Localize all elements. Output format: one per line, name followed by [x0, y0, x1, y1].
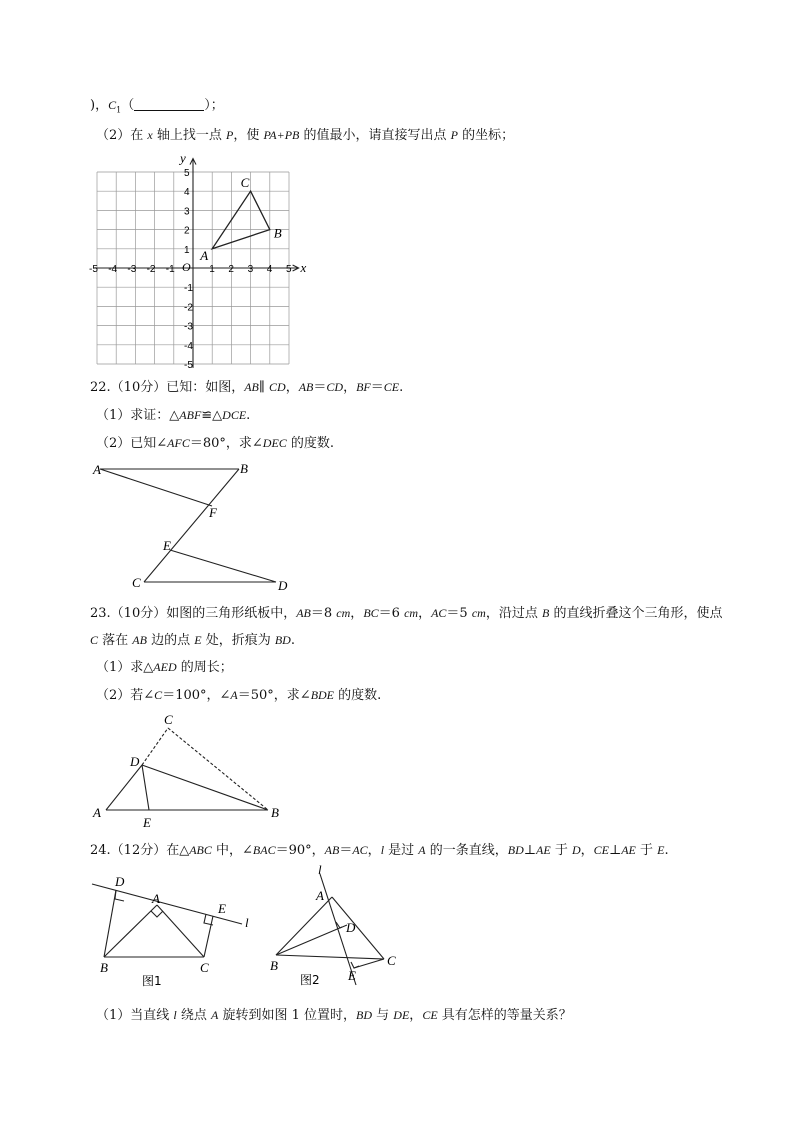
y-tick-label: 1: [184, 244, 190, 256]
var: AC: [352, 843, 368, 857]
text: ＝6: [378, 606, 405, 621]
triangle-outline: [212, 191, 270, 249]
text: 的直线折叠这个三角形，使点: [549, 606, 723, 621]
text: ，: [580, 843, 594, 858]
var: AB: [296, 606, 311, 620]
text: （1）求△: [96, 660, 154, 675]
text: .: [246, 408, 251, 423]
q21-continuation-line: [90, 96, 224, 120]
x-tick-label: 3: [247, 264, 254, 275]
label-e: E: [163, 538, 171, 553]
segment-bc: [144, 469, 239, 582]
q23-figure: [88, 710, 298, 830]
var: AB: [298, 380, 314, 394]
fig2-caption: 图2: [300, 973, 320, 987]
text: 的周长；: [176, 660, 233, 675]
var: C: [90, 633, 99, 647]
text: （1）求证：△: [96, 408, 180, 423]
point-label-a: A: [200, 247, 209, 263]
label-c: C: [200, 960, 209, 975]
var: cm: [471, 606, 486, 620]
point-label-c: C: [240, 175, 250, 191]
text: 边的点: [146, 633, 195, 648]
segment-ac: [157, 905, 204, 957]
text: )，: [90, 98, 109, 113]
x-tick-label: -4: [108, 264, 118, 275]
var: cm: [336, 606, 351, 620]
y-tick-label: 4: [184, 187, 190, 199]
text: ＝80°，求∠: [189, 436, 263, 451]
text: 的度数.: [334, 688, 382, 703]
y-tick-label: 2: [184, 225, 190, 237]
var: AE: [621, 843, 636, 857]
text: （2）在: [96, 128, 148, 143]
var: BD: [274, 633, 291, 647]
var: PA+PB: [263, 128, 300, 142]
q24-part1: [96, 1006, 572, 1025]
text: ⊥: [523, 843, 537, 858]
triangle-abc: [199, 175, 282, 263]
var: CD: [326, 380, 344, 394]
var: ABF: [179, 408, 202, 422]
segment-bd: [276, 927, 342, 955]
dashed-cb: [168, 728, 268, 810]
var: P: [226, 128, 234, 142]
var: A: [211, 1008, 219, 1022]
dashed-dc: [142, 728, 168, 765]
q22-part1: [96, 406, 250, 425]
text: .: [290, 633, 295, 648]
segment-bc: [276, 955, 384, 959]
q22-part2: [96, 434, 334, 453]
text: ，: [367, 843, 381, 858]
text: 的坐标；: [457, 128, 515, 143]
q24-heading: [90, 841, 669, 860]
label-a: A: [152, 891, 160, 906]
text: ＝50°，求∠: [237, 688, 311, 703]
var: DEC: [262, 436, 287, 450]
var: AC: [431, 606, 447, 620]
text: ，使: [233, 128, 264, 143]
text: ，: [418, 606, 432, 621]
var: CD: [269, 380, 286, 394]
var: P: [450, 128, 458, 142]
text: ≌△: [201, 408, 223, 423]
text: 轴上找一点: [152, 128, 226, 143]
label-d: D: [278, 578, 288, 593]
label-b: B: [270, 958, 278, 973]
q22-figure: [88, 456, 308, 596]
text: ，: [350, 606, 364, 621]
label-c: C: [132, 575, 141, 590]
q23-part2: [96, 686, 381, 705]
y-tick-label: -3: [184, 321, 193, 333]
text: 24.（12分）在△: [90, 843, 190, 858]
label-a: A: [316, 888, 324, 903]
text: 旋转到如图 1 位置时，: [218, 1008, 357, 1023]
label-b: B: [240, 461, 248, 476]
label-d: D: [346, 920, 356, 935]
text: ＝8: [310, 606, 337, 621]
text: （2）若∠: [96, 688, 155, 703]
subscript: 1: [116, 105, 122, 115]
point-label-b: B: [273, 225, 282, 241]
var-c: C: [108, 98, 117, 112]
q23-heading-line2: [90, 631, 295, 650]
var: AB: [324, 843, 340, 857]
var: AB: [132, 633, 147, 647]
text: ）；: [204, 98, 224, 113]
x-tick-label: 1: [209, 264, 215, 275]
segment-ed: [170, 550, 276, 582]
text: 具有怎样的等量关系？: [437, 1008, 572, 1023]
text: ∥: [258, 380, 270, 395]
x-tick-label: 4: [266, 264, 273, 275]
segment-af: [100, 469, 212, 506]
var: BC: [363, 606, 379, 620]
var: AB: [244, 380, 259, 394]
text: 处，折痕为: [201, 633, 275, 648]
var: BAC: [252, 843, 276, 857]
text: ＝: [370, 380, 384, 395]
label-a: A: [93, 805, 101, 820]
text: ＝100°，∠: [162, 688, 231, 703]
text: （: [121, 98, 135, 113]
text: ＝5: [446, 606, 472, 621]
text: （1）当直线: [96, 1008, 174, 1023]
text: 的度数.: [286, 436, 335, 451]
var: CE: [422, 1008, 438, 1022]
text: ，: [343, 380, 357, 395]
label-b: B: [100, 960, 108, 975]
segment-db: [142, 765, 268, 810]
x-tick-label: -3: [127, 264, 137, 275]
var: AED: [153, 660, 177, 674]
fig1-caption: 图1: [142, 974, 162, 988]
label-c: C: [387, 953, 396, 968]
var: CE: [383, 380, 400, 394]
q24-figure-1: [88, 868, 263, 988]
label-f: F: [209, 505, 217, 520]
text: ，: [285, 380, 299, 395]
text: 的值最小，请直接写出点: [299, 128, 451, 143]
segment-ab: [276, 897, 332, 955]
label-e: E: [348, 968, 356, 983]
text: 落在: [98, 633, 133, 648]
var: E: [657, 843, 665, 857]
q22-heading: [90, 378, 403, 397]
var: A: [230, 688, 238, 702]
text: ＝: [313, 380, 327, 395]
text: 22.（10分）已知：如图，: [90, 380, 245, 395]
var: BD: [356, 1008, 373, 1022]
label-e: E: [143, 815, 151, 830]
label-a: A: [93, 462, 101, 477]
q23-heading-line1: [90, 604, 722, 623]
label-e: E: [218, 901, 226, 916]
var: ABC: [189, 843, 212, 857]
text: 23.（10分）如图的三角形纸板中，: [90, 606, 297, 621]
text: 与: [372, 1008, 394, 1023]
x-tick-label: 2: [228, 264, 234, 275]
var: BF: [356, 380, 371, 394]
label-d: D: [130, 754, 140, 769]
var: l: [380, 843, 385, 857]
q23-part1: [96, 658, 233, 677]
text: ＝90°，: [275, 843, 325, 858]
label-l: l: [318, 862, 322, 877]
segment-ad: [106, 765, 142, 810]
y-tick-label: 5: [184, 168, 190, 179]
var: CE: [593, 843, 609, 857]
text: ，沿过点: [485, 606, 542, 621]
var: E: [194, 633, 202, 647]
y-axis-label: y: [180, 150, 186, 166]
x-axis-label: x: [300, 260, 307, 275]
var: l: [173, 1008, 177, 1022]
y-tick-label: -4: [184, 340, 193, 352]
text: .: [664, 843, 669, 858]
y-tick-label: 3: [184, 206, 190, 218]
label-c: C: [164, 712, 173, 727]
label-b: B: [271, 805, 279, 820]
x-tick-label: -1: [165, 264, 175, 275]
var: AE: [536, 843, 551, 857]
var: C: [154, 688, 163, 702]
var: D: [571, 843, 581, 857]
var: BDE: [310, 688, 335, 702]
segment-de: [142, 765, 149, 810]
var: DE: [393, 1008, 410, 1022]
q21-part2: [96, 126, 514, 145]
q24-figure-2: [266, 862, 416, 992]
x-tick-label: 5: [286, 264, 292, 275]
text: 的一条直线，: [425, 843, 508, 858]
text: 中，∠: [211, 843, 253, 858]
var: DCE: [222, 408, 247, 422]
var: AFC: [167, 436, 190, 450]
answer-blank[interactable]: [134, 98, 204, 111]
text: 是过: [384, 843, 419, 858]
right-angle-a: [151, 911, 163, 917]
x-tick-label: -5: [89, 264, 98, 275]
var: x: [147, 128, 153, 142]
y-tick-label: -1: [184, 283, 193, 295]
var: A: [418, 843, 426, 857]
var: B: [541, 606, 550, 620]
coordinate-grid-figure: [88, 148, 318, 371]
text: （2）已知∠: [96, 436, 168, 451]
label-l: l: [245, 915, 249, 930]
var: BD: [507, 843, 524, 857]
text: 于: [550, 843, 572, 858]
text: .: [399, 380, 404, 395]
text: ＝: [339, 843, 353, 858]
text: 于: [635, 843, 658, 858]
y-tick-label: -5: [184, 360, 193, 371]
text: 绕点: [176, 1008, 212, 1023]
y-tick-label: -2: [184, 302, 193, 314]
var: cm: [404, 606, 419, 620]
text: ⊥: [608, 843, 622, 858]
text: ，: [409, 1008, 423, 1023]
segment-ce: [204, 916, 213, 957]
x-tick-label: -2: [146, 264, 156, 275]
origin-label: O: [182, 260, 191, 274]
label-d: D: [115, 874, 125, 889]
